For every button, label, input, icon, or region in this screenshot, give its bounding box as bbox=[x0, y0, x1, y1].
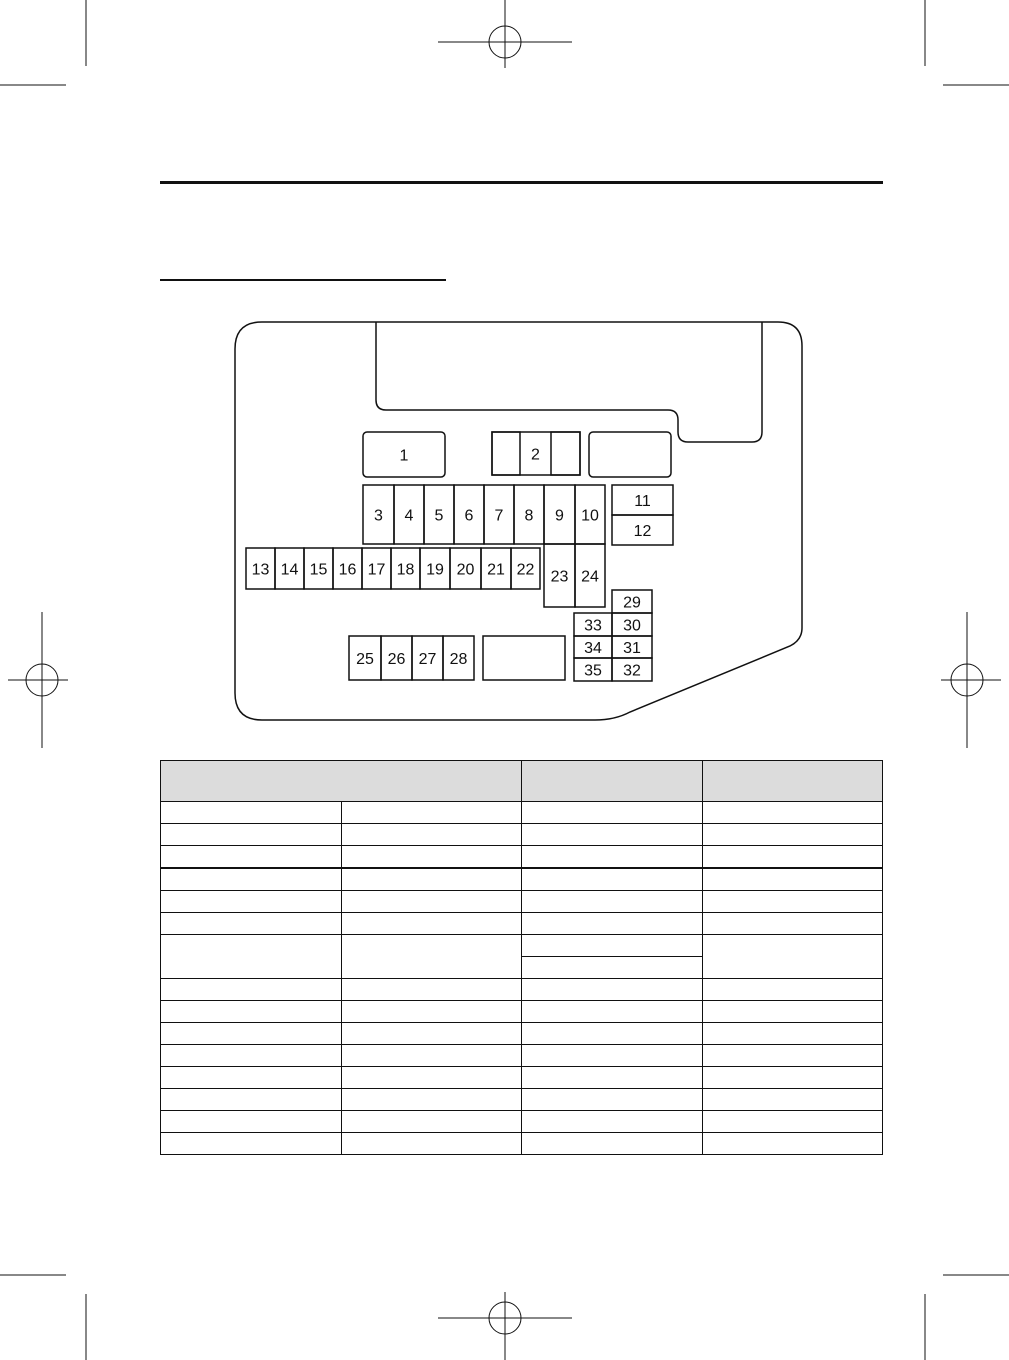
protected-component-cell bbox=[702, 1111, 883, 1133]
protected-component-cell bbox=[702, 913, 883, 935]
fuse-4-label: 4 bbox=[404, 507, 414, 525]
amperage-cell bbox=[522, 846, 703, 869]
amperage-cell bbox=[522, 1001, 703, 1023]
fuse-2-label: 2 bbox=[531, 446, 540, 464]
fuse-6-label: 6 bbox=[464, 507, 474, 525]
amperage-cell bbox=[522, 1067, 703, 1089]
fuse-name-cell bbox=[341, 979, 522, 1001]
protected-component-cell bbox=[702, 1045, 883, 1067]
amperage-cell bbox=[522, 824, 703, 846]
amperage-cell bbox=[522, 1045, 703, 1067]
fuse-name-cell bbox=[341, 1111, 522, 1133]
spare-block bbox=[483, 636, 565, 680]
fuse-5-label: 5 bbox=[434, 507, 444, 525]
fuse-name-cell bbox=[341, 1045, 522, 1067]
relay-block-2-slot-left bbox=[492, 432, 520, 475]
fuse-number-cell bbox=[161, 1067, 342, 1089]
fuse-name-cell bbox=[341, 846, 522, 869]
table-row bbox=[161, 824, 883, 846]
fuse-30-label: 30 bbox=[623, 617, 641, 635]
fuse-number-cell bbox=[161, 1133, 342, 1155]
header-fuse-name bbox=[161, 761, 522, 802]
fuse-number-cell bbox=[161, 1045, 342, 1067]
fuse-22-label: 22 bbox=[516, 561, 535, 579]
table-row bbox=[161, 979, 883, 1001]
fuse-23-label: 23 bbox=[550, 568, 569, 586]
relay-block-2-slot-right bbox=[551, 432, 580, 475]
fuse-24-label: 24 bbox=[581, 568, 599, 586]
fuse-number-cell bbox=[161, 802, 342, 824]
protected-component-cell bbox=[702, 891, 883, 913]
amperage-cell bbox=[522, 1023, 703, 1045]
fuse-number-cell bbox=[161, 1023, 342, 1045]
table-row bbox=[161, 1111, 883, 1133]
fuse-14-label: 14 bbox=[280, 561, 299, 579]
fuse-25-label: 25 bbox=[356, 651, 374, 668]
fuse-name-cell bbox=[341, 891, 522, 913]
fuse-name-cell bbox=[341, 1133, 522, 1155]
protected-component-cell bbox=[702, 1067, 883, 1089]
protected-component-cell bbox=[702, 1001, 883, 1023]
amperage-cell bbox=[522, 935, 703, 957]
fuse-33-label: 33 bbox=[584, 617, 602, 635]
table-row bbox=[161, 913, 883, 935]
fuse-7-label: 7 bbox=[494, 507, 504, 525]
fuse-box-outline bbox=[235, 322, 802, 720]
protected-component-cell bbox=[702, 868, 883, 891]
table-row bbox=[161, 1045, 883, 1067]
fuse-29-label: 29 bbox=[623, 594, 641, 612]
fuse-10-label: 10 bbox=[581, 507, 599, 525]
fuse-31-label: 31 bbox=[623, 640, 641, 657]
fuse-32-label: 32 bbox=[623, 662, 641, 680]
fuse-27-label: 27 bbox=[418, 651, 437, 668]
fuse-28-label: 28 bbox=[449, 651, 468, 668]
table-row bbox=[161, 1067, 883, 1089]
fuse-number-cell bbox=[161, 846, 342, 869]
header-protected-component bbox=[702, 761, 883, 802]
protected-component-cell bbox=[702, 1133, 883, 1155]
fuse-name-cell bbox=[341, 913, 522, 935]
amperage-cell bbox=[522, 891, 703, 913]
fuse-number-cell bbox=[161, 1089, 342, 1111]
table-row bbox=[161, 1023, 883, 1045]
fuse-1-label: 1 bbox=[399, 447, 409, 465]
fuse-12-label: 12 bbox=[633, 523, 652, 540]
fuse-name-cell bbox=[341, 1023, 522, 1045]
protected-component-cell bbox=[702, 802, 883, 824]
fuse-number-cell bbox=[161, 1001, 342, 1023]
registration-mark-bottom bbox=[438, 1292, 572, 1360]
table-row bbox=[161, 846, 883, 869]
relay-block-blank bbox=[589, 432, 671, 477]
amperage-cell bbox=[522, 957, 703, 979]
fuse-21-label: 21 bbox=[487, 561, 505, 579]
table-row bbox=[161, 891, 883, 913]
table-row bbox=[161, 1089, 883, 1111]
fuse-number-cell bbox=[161, 913, 342, 935]
header-amperage bbox=[522, 761, 703, 802]
amperage-cell bbox=[522, 979, 703, 1001]
amperage-cell bbox=[522, 868, 703, 891]
fuse-name-cell bbox=[341, 802, 522, 824]
table-row bbox=[161, 868, 883, 891]
fuse-number-cell bbox=[161, 979, 342, 1001]
protected-component-cell bbox=[702, 846, 883, 869]
amperage-cell bbox=[522, 802, 703, 824]
fuse-20-label: 20 bbox=[456, 561, 475, 579]
fuse-3-label: 3 bbox=[374, 507, 383, 525]
table-row bbox=[161, 935, 883, 957]
amperage-cell bbox=[522, 1111, 703, 1133]
fuse-11-label: 11 bbox=[634, 493, 651, 510]
fuse-8-label: 8 bbox=[524, 507, 534, 525]
table-row bbox=[161, 1001, 883, 1023]
table-row bbox=[161, 802, 883, 824]
table-header-row bbox=[161, 761, 883, 802]
protected-component-cell bbox=[702, 979, 883, 1001]
amperage-cell bbox=[522, 1089, 703, 1111]
amperage-cell bbox=[522, 913, 703, 935]
fuse-number-cell bbox=[161, 824, 342, 846]
fuse-number-cell bbox=[161, 1111, 342, 1133]
fuse-18-label: 18 bbox=[396, 561, 415, 579]
fuse-name-cell bbox=[341, 1001, 522, 1023]
protected-component-cell bbox=[702, 1089, 883, 1111]
fuse-35-label: 35 bbox=[584, 662, 602, 680]
fuse-name-cell bbox=[341, 1067, 522, 1089]
protected-component-cell bbox=[702, 1023, 883, 1045]
fuse-13-label: 13 bbox=[251, 561, 270, 579]
fuse-number-cell bbox=[161, 935, 342, 979]
fuse-17-label: 17 bbox=[367, 561, 386, 579]
fuse-34-label: 34 bbox=[584, 640, 602, 657]
fuse-26-label: 26 bbox=[387, 651, 406, 668]
fuse-name-cell bbox=[341, 935, 522, 979]
protected-component-cell bbox=[702, 935, 883, 979]
fuse-name-cell bbox=[341, 1089, 522, 1111]
fuse-9-label: 9 bbox=[555, 507, 564, 525]
fuse-19-label: 19 bbox=[426, 561, 444, 579]
fuse-number-cell bbox=[161, 868, 342, 891]
fuse-15-label: 15 bbox=[309, 561, 328, 579]
protected-component-cell bbox=[702, 824, 883, 846]
fuse-name-cell bbox=[341, 868, 522, 891]
fuse-table bbox=[160, 760, 883, 1155]
fuse-16-label: 16 bbox=[338, 561, 357, 579]
table-row bbox=[161, 1133, 883, 1155]
fuse-name-cell bbox=[341, 824, 522, 846]
amperage-cell bbox=[522, 1133, 703, 1155]
fuse-number-cell bbox=[161, 891, 342, 913]
